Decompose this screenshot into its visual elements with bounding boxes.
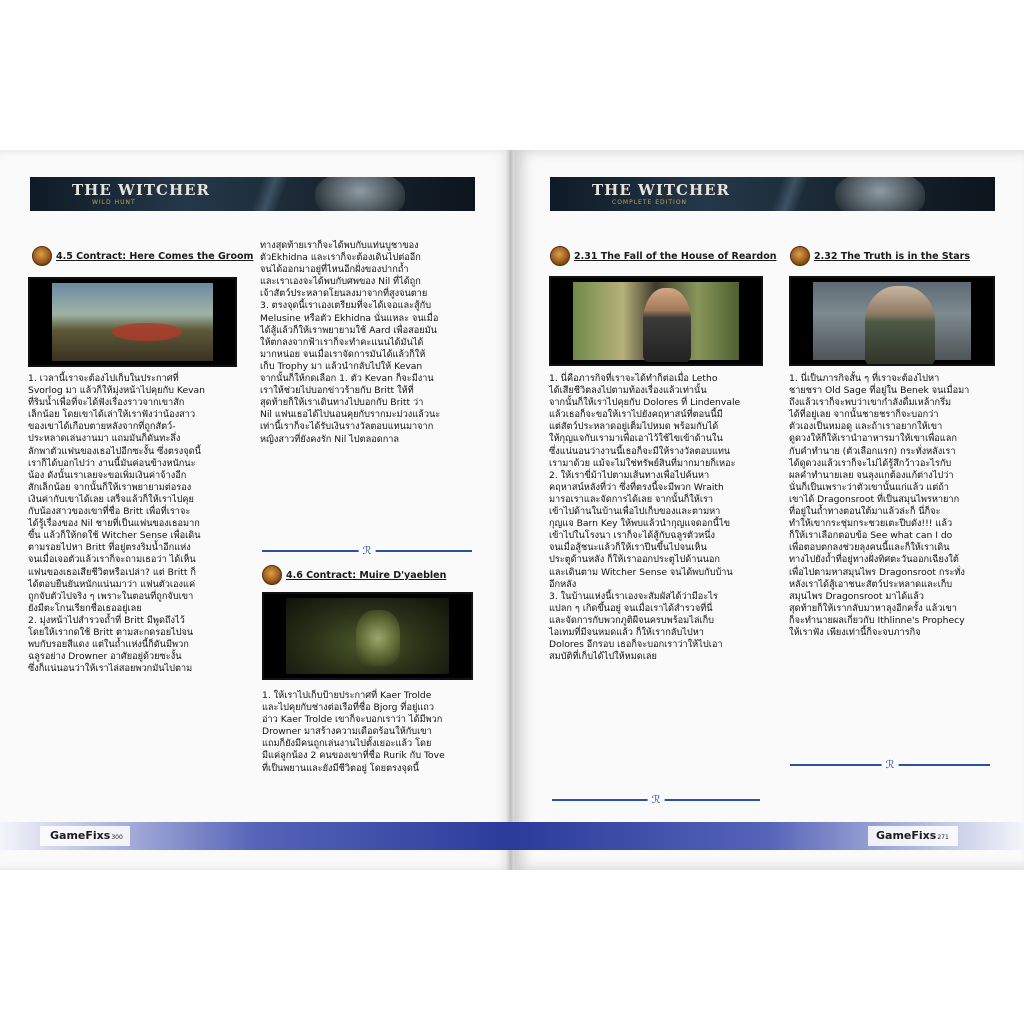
text-line: มากหน่อย จนเมื่อเราจัดการมันได้แล้วก็ให้: [260, 348, 426, 360]
section-body-4-5-continued: [260, 240, 482, 446]
witcher-banner-right: [550, 177, 995, 211]
text-line: ได้รู้เรื่องของ Nil ชายที่เป็นแฟนของเธอมาก: [28, 518, 200, 530]
text-line: จากนั้นก็ให้กดเลือก 1. ตัว Kevan ก็จะมีงาน: [260, 373, 434, 385]
text-line: เรามาด้วย แม้จะไม่ใช่ทรัพย์สินที่มากมายก็เหอะ: [549, 457, 736, 469]
text-line: ยังมีตะโกนเรียกชื่อเธออยู่เลย: [28, 602, 142, 614]
screenshot-house-of-reardon: [549, 276, 763, 366]
text-line: หลังเราได้สู้เอาชนะสัตว์ประหลาดและเก็บ: [789, 578, 953, 590]
text-line: ประตูด้านหลัง ก็ให้เราออกประตูไปด้านนอก: [549, 554, 720, 566]
text-line: และไปคุยกับช่างต่อเรือที่ชื่อ Bjorg ที่อยู่แถว: [262, 702, 434, 714]
section-title: 4.6 Contract: Muire D'yaeblen: [286, 569, 447, 581]
text-line: ซึ่งก็แน่นอนว่าให้เราไล่สอยพวกมันไปตาม: [28, 663, 193, 675]
text-line: ลักพาตัวแฟนของเธอไปอีกซะงั้น ซึ่งตรงจุดนี้: [28, 445, 201, 457]
text-line: คฤหาสน์หลังที่ว่า ซึ่งที่ตรงนี้จะมีพวก Wraith: [549, 481, 724, 493]
brand-name: GameFixs: [50, 829, 111, 842]
book-spine: [506, 150, 514, 870]
medallion-icon: [32, 246, 52, 266]
text-line: 1. ให้เราไปเก็บป้ายประกาศที่ Kaer Trolde: [262, 690, 432, 701]
section-body-2-32: [789, 373, 1014, 639]
text-line: Nil แฟนเธอได้ไปนอนคุยกับรากมะม่วงแล้วนะ: [260, 409, 441, 421]
text-line: เข้าไปด้านในบ้านเพื่อไปเก็บของและตามหา: [549, 506, 721, 518]
text-line: มารอเราและจัดการได้เลย จากนั้นก็ให้เรา: [549, 493, 714, 505]
text-line: นั่นก็เป็นเพราะว่าตัวเขานั้นแก่แล้ว แต่ถ้า: [789, 481, 949, 493]
page-number: 300: [111, 834, 123, 841]
text-line: สมุนไพร Dragonsroot มาได้แล้ว: [789, 590, 924, 602]
text-line: ทางไปยังถ้ำที่อยู่ทางฝั่งทิศตะวันออกเฉียงใต้: [789, 554, 959, 566]
text-line: Drowner มาสร้างความเดือดร้อนให้กับเขา: [262, 726, 432, 738]
witcher-banner-left: [30, 177, 475, 211]
section-title: 2.31 The Fall of the House of Reardon: [574, 250, 777, 262]
text-line: เข้าไปในโรงนา เราก็จะได้สู้กับฉลูรตัวหนึ่ง: [549, 530, 715, 542]
text-line: ดูดวงให้ก็ให้เรานำอาหารมาให้เขาเพื่อแลก: [789, 433, 957, 445]
text-line: 1. เวลานี้เราจะต้องไปเก็บในประกาศที่: [28, 373, 179, 384]
brand-name: GameFixs: [876, 829, 937, 842]
text-line: แปลก ๆ เกิดขึ้นอยู่ จนเมื่อเราได้สำรวจที่นี่: [549, 602, 713, 614]
text-line: จนเมื่อเจอตัวแล้วเราก็จะถามเธอว่า ได้เห็น: [28, 554, 196, 566]
text-line: ได้สู้แล้วก็ให้เราพยายามใช้ Aard เพื่อสอยมัน: [260, 324, 437, 336]
text-line: แล้วเธอก็จะขอให้เราไปยังคฤหาสน์ที่ตอนนี้มี: [549, 409, 723, 421]
text-line: เขาได้ Dragonsroot ที่เป็นสมุนไพรหายาก: [789, 493, 960, 505]
text-line: 1. นี่เป็นภารกิจสั้น ๆ ที่เราจะต้องไปหา: [789, 373, 940, 384]
text-line: สักเล็กน้อย จากนั้นก็ให้เราพยายามต่อรอง: [28, 481, 192, 493]
section-body-4-5: [28, 373, 243, 675]
text-line: ที่เป็นพยานและยังมีชีวิตอยู่ โดยตรงจุดนี้: [262, 762, 420, 774]
text-line: ให้ตกลงจากฟ้าเราก็จะทำคะแนนได้มันได้: [260, 336, 424, 348]
section-title: 4.5 Contract: Here Comes the Groom: [56, 250, 254, 262]
text-line: ถึงแล้วเราก็จะพบว่าเขากำลังดื่มเหล้ากรึ่ม: [789, 397, 952, 409]
text-line: มีแค่ลูกน้อง 2 คนของเขาที่ชื่อ Rurik กับ Tove: [262, 750, 445, 762]
divider-ornament: ℛ: [882, 758, 899, 771]
text-line: ให้กุญแจกับเรามาเพื่อเอาไว้ใช้ไขเข้าด้านใน: [549, 433, 723, 445]
medallion-icon: [790, 246, 810, 266]
text-line: ตัวEkhidna และเราก็จะต้องเดินไปต่ออีก: [260, 252, 421, 264]
footer-brand-right: [876, 829, 949, 842]
text-line: ได้ที่อยู่เลย จากนั้นชายชราก็จะบอกว่า: [789, 409, 939, 421]
text-line: แต่สัตว์ประหลาดอยู่เต็มไปหมด พร้อมกับได้: [549, 421, 719, 433]
section-heading-4-5: [32, 246, 253, 266]
text-line: หญิงสาวที่ยังคงรัก Nil ไปตลอดกาล: [260, 433, 400, 445]
text-line: ฉลูรอย่าง Drowner อาศัยอยู่ด้วยซะงั้น: [28, 651, 182, 663]
text-line: Dolores อีกรอบ เธอก็จะบอกเราว่าให้ไปเอา: [549, 639, 723, 651]
text-line: เล็กน้อย โดยเขาได้เล่าให้เราฟังว่าน้องสาว: [28, 409, 196, 421]
text-line: สุดท้ายก็ให้เรากลับมาหาลุงอีกครั้ง แล้วเขา: [789, 602, 957, 614]
text-line: ที่อยู่ในถ้ำทางตอนใต้มาแล้วล่ะก็ นี่ก็จะ: [789, 506, 941, 518]
section-title: 2.32 The Truth is in the Stars: [814, 250, 970, 262]
text-line: 1. นี่คือภารกิจที่เราจะได้ทำก็ต่อเมื่อ Letho: [549, 373, 718, 384]
text-line: กับคำทำนาย (ตัวเลือกแรก) กระทั่งหลังเรา: [789, 445, 956, 457]
text-line: 2. ให้เราขี่ม้าไปตามเส้นทางเพื่อไปค้นหา: [549, 469, 710, 481]
page-number: 271: [937, 834, 949, 841]
divider-ornament: ℛ: [648, 793, 665, 806]
divider-ornament: ℛ: [359, 544, 376, 557]
text-line: Melusine หรือตัว Ekhidna นั่นแหละ จนเมื่อ: [260, 312, 439, 324]
text-line: 2. มุ่งหน้าไปสำรวจถ้ำที่ Britt มีพูดถึงไว้: [28, 614, 185, 626]
text-line: 3. ในบ้านแห่งนี้เราเองจะสัมผัสได้ว่ามีอะไร: [549, 590, 718, 602]
text-line: เก็บ Trophy มา แล้วนำกลับไปให้ Kevan: [260, 360, 423, 372]
section-heading-2-32: [790, 246, 970, 266]
medallion-icon: [262, 565, 282, 585]
text-line: สุดท้ายก็ให้เราเดินทางไปบอกกับ Britt ว่า: [260, 397, 424, 409]
text-line: ตามรอยไปหา Britt ที่อยู่ตรงริมน้ำอีกแห่ง: [28, 542, 191, 554]
screenshot-truth-in-stars: [789, 276, 995, 366]
section-divider: [552, 795, 760, 805]
text-line: และจัดการกับพวกภูติผีจนครบพร้อมไล่เก็บ: [549, 614, 714, 626]
text-line: ผลคำทำนายเลย จนลุงแกต้องแก้ต่างไปว่า: [789, 469, 954, 481]
medallion-icon: [550, 246, 570, 266]
text-line: ไอเทมที่มีจนหมดแล้ว ก็ให้เรากลับไปหา: [549, 626, 704, 638]
text-line: ได้ตอบยืนยันหนักแน่นมาว่า แฟนตัวเองแค่: [28, 578, 196, 590]
text-line: พบกับรอยสีแดง แต่ในถ้ำแห่งนี้ก็ดันมีพวก: [28, 639, 189, 651]
text-line: เจ้าสัตว์ประหลาดโยนลงมาจากที่สูงจนตาย: [260, 288, 428, 300]
text-line: โดยให้เรากดใช้ Britt ตามสะกดรอยไปจน: [28, 626, 194, 638]
text-line: ซึ่งแน่นอนว่างานนี้เธอก็จะมีให้รางวัลตอบแทน: [549, 445, 731, 457]
text-line: จากนั้นก็ให้เราไปคุยกับ Dolores ที่ Lindenvale: [549, 397, 741, 409]
text-line: จนได้ออกมาอยู่ที่ไหนอีกฝั่งของปากถ้ำ: [260, 264, 409, 276]
text-line: ก็จะทำนายผลเกี่ยวกับ Ithlinne's Prophecy: [789, 614, 965, 626]
text-line: ให้เราฟัง เพียงเท่านี้ก็จะจบภารกิจ: [789, 626, 921, 638]
geralt-portrait-image: [315, 177, 405, 211]
text-line: เพื่อไปตามหาสมุนไพร Dragonsroot กระทั่ง: [789, 566, 965, 578]
text-line: ได้เสียชีวิตลงไปตามท้องเรื่องแล้วเท่านั้น: [549, 385, 707, 397]
text-line: แถมก็ยังมีคนถูกเล่นงานไปตั้งเยอะแล้ว โดย: [262, 738, 432, 750]
screenshot-muire-dyaeblen: [262, 592, 473, 680]
section-body-4-6: [262, 690, 484, 775]
text-line: ขึ้น แล้วก็ให้กดใช้ Witcher Sense เพื่อเดิน: [28, 530, 201, 542]
text-line: ที่ริมน้ำเพื่อที่จะได้ฟังเรื่องราวจากเขาสัก: [28, 397, 185, 409]
text-line: ชายชรา Old Sage ที่อยู่ใน Benek จนเมื่อมา: [789, 385, 970, 397]
text-line: ทำให้เขากระชุ่มกระชวยเตะปีบดัง!!! แล้ว: [789, 518, 953, 530]
screenshot-contract-groom: [28, 277, 237, 367]
text-line: เพื่อตอบตกลงช่วยลุงคนนี้และก็ให้เราเดิน: [789, 542, 950, 554]
footer-brand-left: [50, 829, 123, 842]
text-line: ก็ให้เราเลือกตอบข้อ See what can I do: [789, 530, 953, 542]
section-divider: [790, 760, 990, 770]
text-line: ทางสุดท้ายเราก็จะได้พบกับแท่นบูชาของ: [260, 240, 419, 251]
text-line: ของเขาได้เกือบตายหลังจากที่ถูกสัตว์-: [28, 421, 176, 433]
text-line: อีกหลัง: [549, 578, 577, 590]
section-divider: [262, 546, 472, 556]
text-line: ตัวเองเป็นหมอดู และถ้าเราอยากให้เขา: [789, 421, 943, 433]
text-line: ถูกจับตัวไปจริง ๆ เพราะในตอนที่ถูกจับเขา: [28, 590, 194, 602]
section-heading-4-6: [262, 565, 446, 585]
banner-logo: THE WITCHER: [72, 181, 211, 199]
text-line: จนเมื่อสู้ชนะแล้วก็ให้เราปีนขึ้นไปจนเห็น: [549, 542, 707, 554]
geralt-portrait-image: [835, 177, 925, 211]
text-line: เราก็ได้บอกไปว่า งานนี้มันค่อนข้างหนักนะ: [28, 457, 196, 469]
text-line: และเดินตาม Witcher Sense จนได้พบกับบ้าน: [549, 566, 733, 578]
text-line: Svorlog มา แล้วก็ให้มุ่งหน้าไปคุยกับ Kevan: [28, 385, 205, 397]
text-line: สมบัติที่เก็บได้ไปให้หมดเลย: [549, 651, 657, 663]
section-heading-2-31: [550, 246, 776, 266]
banner-edition: COMPLETE EDITION: [612, 199, 688, 206]
banner-logo: THE WITCHER: [592, 181, 731, 199]
text-line: อ่าว Kaer Trolde เขาก็จะบอกเราว่า ได้มีพวก: [262, 714, 443, 726]
text-line: และเราเองจะได้พบกับศพของ Nil ที่ได้ถูก: [260, 276, 421, 288]
text-line: ประหลาดเล่นงานมา แถมมันก็ดันทะลึ่ง: [28, 433, 181, 445]
text-line: กับน้องสาวของเขาที่ชื่อ Britt เพื่อที่เราจะ: [28, 506, 191, 518]
text-line: แฟนของเธอเสียชีวิตหรือเปล่า? แต่ Britt ก็: [28, 566, 196, 578]
text-line: เงินค่ากับเขาได้เลย เสร็จแล้วก็ให้เราไปคุย: [28, 493, 194, 505]
section-body-2-31: [549, 373, 784, 663]
text-line: กุญแจ Barn Key ให้พบแล้วนำกุญแจดอกนี้ไข: [549, 518, 730, 530]
text-line: ได้ดูดวงแล้วเราก็จะไม่ได้รู้สึกว้าวอะไรกับ: [789, 457, 952, 469]
text-line: น้อง ดังนั้นเราเลยจะขอเพิ่มเงินค่าจ้างอีก: [28, 469, 187, 481]
text-line: 3. ตรงจุดนี้เราเองเตรียมที่จะได้เจอและสู้กับ: [260, 300, 432, 312]
text-line: เราให้ช่วยไปบอกข่าวร้ายกับ Britt ให้ที่: [260, 385, 414, 397]
text-line: เท่านี้เราก็จะได้รับเงินรางวัลตอบแทนมาจาก: [260, 421, 434, 433]
banner-subtitle: WILD HUNT: [92, 199, 136, 206]
